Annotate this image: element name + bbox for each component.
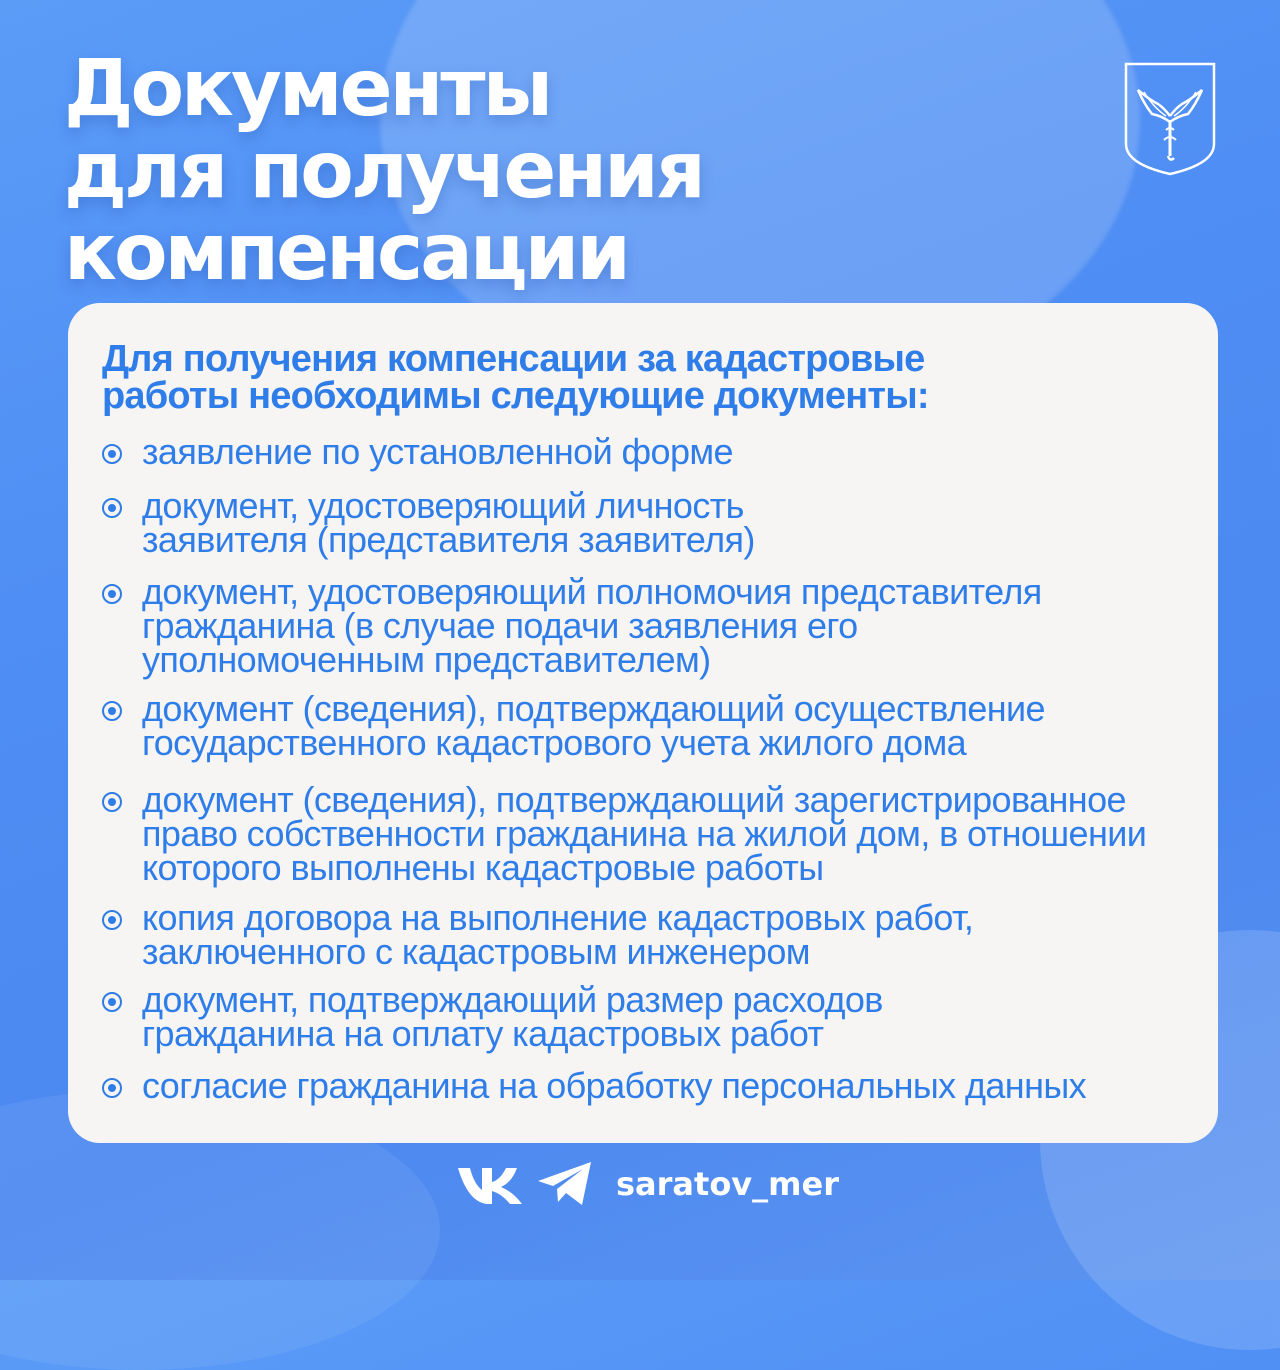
documents-card	[68, 303, 1218, 1143]
circle-bullet-icon	[102, 701, 122, 721]
card-heading: Для получения компенсации за кадастровые работы необходимы следующие документы:	[102, 338, 929, 417]
list-item-text: документ, удостоверяющий полномочия представителя гражданина (в случае подачи заявления его уполномоченным представителем)	[142, 571, 1042, 680]
list-item-text: согласие гражданина на обработку персональных данных	[142, 1065, 1087, 1106]
vk-icon[interactable]	[456, 1164, 526, 1206]
circle-bullet-icon	[102, 992, 122, 1012]
circle-bullet-icon	[102, 1078, 122, 1098]
page-title-line: Документы	[64, 44, 551, 134]
circle-bullet-icon	[102, 444, 122, 464]
telegram-icon[interactable]	[536, 1160, 594, 1208]
circle-bullet-icon	[102, 498, 122, 518]
circle-bullet-icon	[102, 910, 122, 930]
saratov-coat-of-arms-icon	[1122, 60, 1218, 178]
social-handle[interactable]: saratov_mer	[616, 1165, 839, 1203]
circle-bullet-icon	[102, 792, 122, 812]
page-title-line: компенсации	[64, 208, 628, 298]
circle-bullet-icon	[102, 584, 122, 604]
list-item-text: копия договора на выполнение кадастровых работ, заключенного с кадастровым инженером	[142, 897, 974, 972]
list-item-text: заявление по установленной форме	[142, 431, 733, 472]
list-item-text: документ, подтверждающий размер расходов гражданина на оплату кадастровых работ	[142, 979, 883, 1054]
page-title-line: для получения	[64, 126, 703, 216]
list-item-text: документ (сведения), подтверждающий осуществление государственного кадастрового учета жилого дома	[142, 688, 1045, 763]
page-title	[64, 44, 703, 298]
list-item-text: документ, удостоверяющий личность заявителя (представителя заявителя)	[142, 485, 755, 560]
list-item-text: документ (сведения), подтверждающий зарегистрированное право собственности гражданина на жилой дом, в отношении которого выполнены кадастровые работы	[142, 779, 1147, 888]
